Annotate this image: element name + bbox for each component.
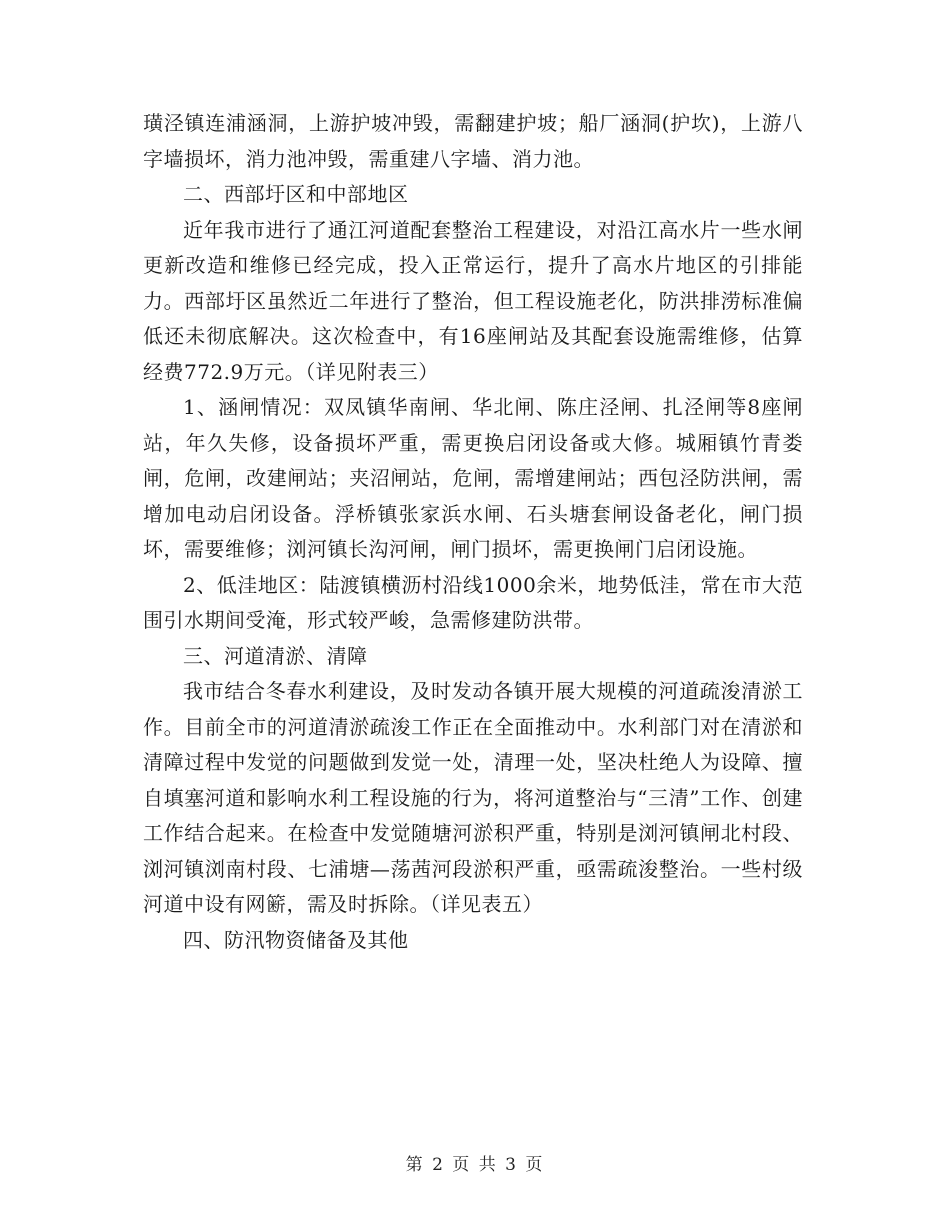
section-heading-4: 四、防汛物资储备及其他: [183, 927, 409, 952]
paragraph-west-polder-overview: 近年我市进行了通江河道配套整治工程建设，对沿江高水片一些水闸更新改造和维修已经完成，投入正常运行，提升了高水片地区的引排能力。西部圩区虽然近二年进行了整治，但工程设施老化，防洪排涝标准偏低还未彻底解决。这次检查中，有16座闸站及其配套设施需维修，估算经费772.9万元。（详见附表三）: [143, 217, 803, 384]
paragraph-low-lying-areas: 2、低洼地区：陆渡镇横沥村沿线1000余米，地势低洼，常在市大范围引水期间受淹，形式较严峻，急需修建防洪带。: [143, 572, 803, 632]
paragraph-continuation: 璜泾镇连浦涵洞，上游护坡冲毁，需翻建护坡；船厂涵洞(护坎)，上游八字墙损坏，消力池冲毁，需重建八字墙、消力池。: [143, 111, 803, 171]
document-body: [143, 106, 803, 958]
section-heading-2: 二、西部圩区和中部地区: [183, 182, 409, 206]
paragraph-sluice-status: 1、涵闸情况：双凤镇华南闸、华北闸、陈庄泾闸、扎泾闸等8座闸站，年久失修，设备损坏严重，需更换启闭设备或大修。城厢镇竹青娄闸，危闸，改建闸站；夹沼闸站，危闸，需增建闸站；西包泾防洪闸，需增加电动启闭设备。浮桥镇张家浜水闸、石头塘套闸设备老化，闸门损坏，需要维修；浏河镇长沟河闸，闸门损坏，需更换闸门启闭设施。: [143, 395, 803, 561]
section-heading-3: 三、河道清淤、清障: [183, 643, 368, 668]
page-number-footer: 第 2 页 共 3 页: [405, 1155, 545, 1175]
paragraph-dredging: 我市结合冬春水利建设，及时发动各镇开展大规模的河道疏浚清淤工作。目前全市的河道清淤疏浚工作正在全面推动中。水利部门对在清淤和清障过程中发觉的问题做到发觉一处，清理一处，坚决杜绝人为设障、擅自填塞河道和影响水利工程设施的行为，将河道整治与“三清”工作、创建工作结合起来。在检查中发觉随塘河淤积严重，特别是浏河镇闸北村段、浏河镇浏南村段、七浦塘—荡茜河段淤积严重，亟需疏浚整治。一些村级河道中设有网簖，需及时拆除。（详见表五）: [143, 679, 803, 916]
